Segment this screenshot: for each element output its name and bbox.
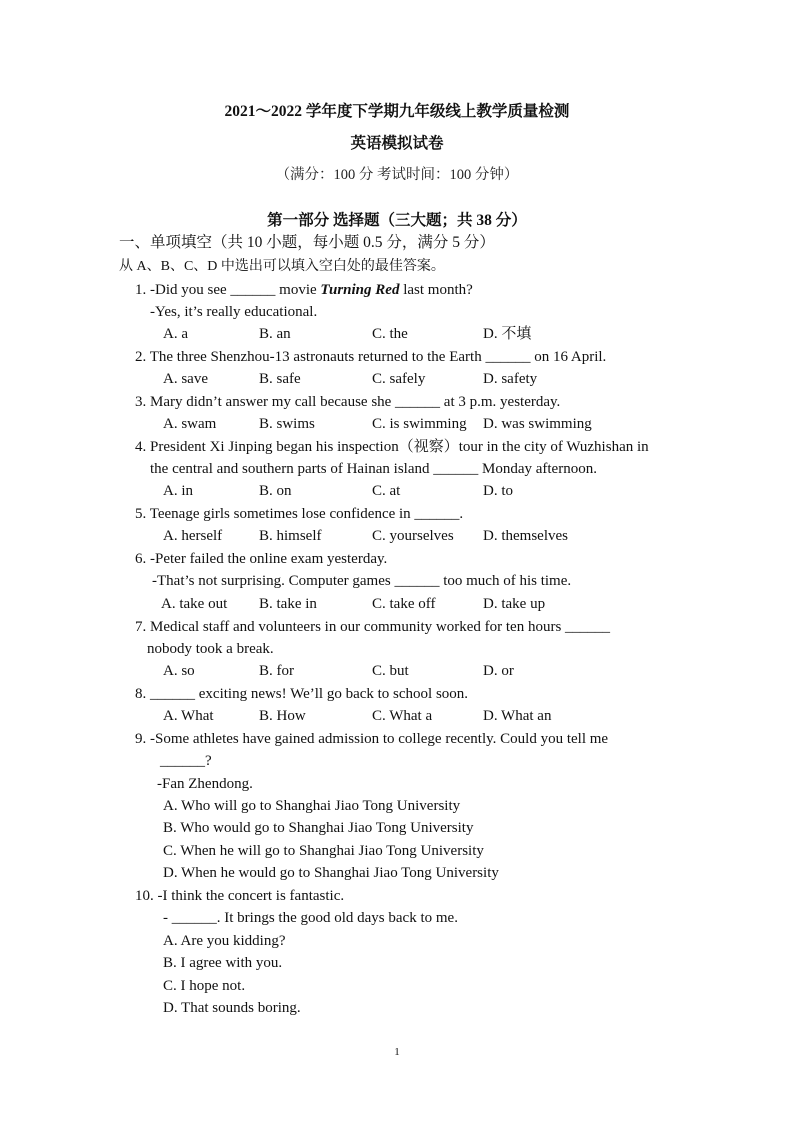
question-5: 5. Teenage girls sometimes lose confidence in ______. [135, 506, 464, 522]
q6-option-d[interactable]: D. take up [483, 596, 546, 612]
question-7-cont: nobody took a break. [147, 641, 274, 657]
q10-option-c[interactable]: C. I hope not. [163, 978, 246, 994]
q1-option-d[interactable]: D. 不填 [483, 326, 532, 342]
q1-option-a[interactable]: A. a [163, 326, 188, 342]
q10-option-b[interactable]: B. I agree with you. [163, 955, 283, 971]
q7-option-c[interactable]: C. but [372, 663, 409, 679]
q3-option-a[interactable]: A. swam [163, 416, 217, 432]
q8-option-c[interactable]: C. What a [372, 708, 433, 724]
question-2: 2. The three Shenzhou-13 astronauts returned to the Earth ______ on 16 April. [135, 349, 607, 365]
instruction-text: 从 A、B、C、D 中选出可以填入空白处的最佳答案。 [119, 259, 445, 274]
question-10-response: - ______. It brings the good old days back to me. [163, 910, 458, 926]
question-7: 7. Medical staff and volunteers in our community worked for ten hours ______ [135, 619, 611, 635]
exam-title: 2021～2022 学年度下学期九年级线上教学质量检测 [224, 103, 570, 120]
q6-option-b[interactable]: B. take in [259, 596, 317, 612]
page-number: 1 [394, 1046, 400, 1058]
q2-option-b[interactable]: B. safe [259, 371, 301, 387]
q9-option-b[interactable]: B. Who would go to Shanghai Jiao Tong University [163, 820, 474, 836]
q2-option-d[interactable]: D. safety [483, 371, 538, 387]
q4-option-d[interactable]: D. to [483, 483, 513, 499]
question-4: 4. President Xi Jinping began his inspection（视察）tour in the city of Wuzhishan in [135, 439, 649, 455]
question-6: 6. -Peter failed the online exam yesterday. [135, 551, 388, 567]
q4-option-a[interactable]: A. in [163, 483, 193, 499]
question-3: 3. Mary didn’t answer my call because she ______ at 3 p.m. yesterday. [135, 394, 561, 410]
question-1-text-pre: 1. -Did you see ______ movie [135, 282, 321, 298]
question-1 [135, 280, 473, 300]
q7-option-d[interactable]: D. or [483, 663, 514, 679]
section1-heading: 一、单项填空（共 10 小题，每小题 0.5 分，满分 5 分） [119, 234, 495, 251]
q9-option-d[interactable]: D. When he would go to Shanghai Jiao Tong University [163, 865, 499, 881]
q5-option-b[interactable]: B. himself [259, 528, 322, 544]
q3-option-b[interactable]: B. swims [259, 416, 315, 432]
question-9: 9. -Some athletes have gained admission to college recently. Could you tell me [135, 731, 609, 747]
question-10: 10. -I think the concert is fantastic. [135, 888, 345, 904]
question-1-text-post: last month? [399, 282, 473, 298]
question-9-response: -Fan Zhendong. [157, 776, 253, 792]
q6-option-a[interactable]: A. take out [161, 596, 228, 612]
q7-option-a[interactable]: A. so [163, 663, 195, 679]
q9-option-a[interactable]: A. Who will go to Shanghai Jiao Tong University [163, 798, 461, 814]
question-6-response: -That’s not surprising. Computer games ______ too much of his time. [152, 573, 572, 589]
q2-option-a[interactable]: A. save [163, 371, 208, 387]
q8-option-d[interactable]: D. What an [483, 708, 552, 724]
q4-option-b[interactable]: B. on [259, 483, 292, 499]
question-4-cont: the central and southern parts of Hainan island ______ Monday afternoon. [150, 461, 597, 477]
question-9-blank: ______? [160, 753, 212, 769]
score-info: （满分：100 分 考试时间：100 分钟） [275, 167, 519, 183]
q3-option-d[interactable]: D. was swimming [483, 416, 592, 432]
q1-option-b[interactable]: B. an [259, 326, 291, 342]
movie-title: Turning Red [320, 282, 400, 298]
q10-option-a[interactable]: A. Are you kidding? [163, 933, 286, 949]
q8-option-a[interactable]: A. What [163, 708, 214, 724]
q5-option-c[interactable]: C. yourselves [372, 528, 454, 544]
q7-option-b[interactable]: B. for [259, 663, 294, 679]
q6-option-c[interactable]: C. take off [372, 596, 436, 612]
q5-option-d[interactable]: D. themselves [483, 528, 568, 544]
q8-option-b[interactable]: B. How [259, 708, 306, 724]
q4-option-c[interactable]: C. at [372, 483, 401, 499]
question-8: 8. ______ exciting news! We’ll go back to school soon. [135, 686, 469, 702]
question-1-response: -Yes, it’s really educational. [150, 304, 318, 320]
q3-option-c[interactable]: C. is swimming [372, 416, 467, 432]
exam-subtitle: 英语模拟试卷 [350, 135, 444, 152]
q9-option-c[interactable]: C. When he will go to Shanghai Jiao Tong University [163, 843, 484, 859]
q5-option-a[interactable]: A. herself [163, 528, 223, 544]
q1-option-c[interactable]: C. the [372, 326, 408, 342]
q10-option-d[interactable]: D. That sounds boring. [163, 1000, 301, 1016]
q2-option-c[interactable]: C. safely [372, 371, 426, 387]
part1-heading: 第一部分 选择题（三大题；共 38 分） [267, 212, 527, 229]
